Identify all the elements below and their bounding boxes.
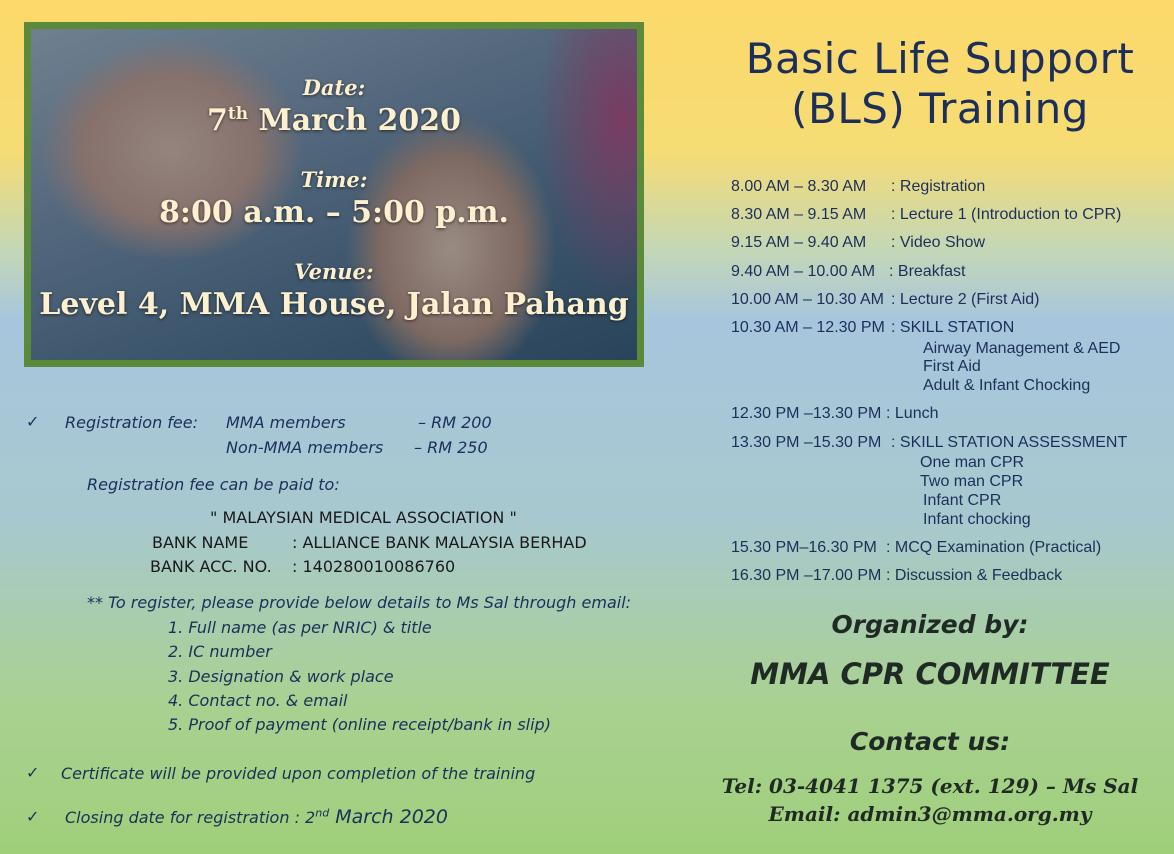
schedule-time: 8.30 AM – 9.15 AM	[731, 206, 867, 223]
schedule-activity: : Lecture 1 (Introduction to CPR)	[891, 206, 1122, 223]
register-item: 4. Contact no. & email	[168, 691, 348, 710]
fee-type: MMA members	[226, 413, 346, 432]
skill-station-item: First Aid	[923, 358, 981, 375]
closing-date-note	[65, 806, 448, 828]
register-item: 2. IC number	[168, 642, 272, 661]
fee-type: Non-MMA members	[226, 438, 384, 457]
time-value: 8:00 a.m. – 5:00 p.m.	[159, 195, 509, 230]
schedule-activity: : Lecture 2 (First Aid)	[891, 291, 1040, 308]
bank-account-value: : 140280010086760	[292, 557, 456, 576]
assessment-item: Infant chocking	[923, 511, 1031, 528]
fee-amount: – RM 250	[414, 438, 488, 457]
title-line-2: (BLS) Training	[791, 84, 1089, 133]
bank-name-value: : ALLIANCE BANK MALAYSIA BERHAD	[292, 533, 587, 552]
register-item: 3. Designation & work place	[168, 667, 394, 686]
schedule-activity: : MCQ Examination (Practical)	[886, 539, 1102, 556]
schedule-time: 10.00 AM – 10.30 AM	[731, 291, 884, 308]
date-value	[31, 103, 637, 138]
contact-label: Contact us:	[849, 727, 1011, 756]
schedule-time: 8.00 AM – 8.30 AM	[731, 178, 867, 195]
bank-payee: " MALAYSIAN MEDICAL ASSOCIATION "	[210, 508, 517, 527]
venue-value: Level 4, MMA House, Jalan Pahang	[39, 287, 629, 322]
date-label: Date:	[302, 75, 366, 100]
skill-station-item: Adult & Infant Chocking	[923, 377, 1091, 394]
payment-instruction: Registration fee can be paid to:	[87, 475, 340, 494]
organizer-name: MMA CPR COMMITTEE	[750, 657, 1110, 691]
schedule-time: 16.30 PM –17.00 PM	[731, 567, 882, 584]
fee-amount: – RM 200	[418, 413, 492, 432]
assessment-item: Two man CPR	[920, 473, 1024, 490]
schedule-time: 13.30 PM –15.30 PM	[731, 434, 882, 451]
check-icon: ✓	[26, 412, 40, 431]
schedule-time: 10.30 AM – 12.30 PM	[731, 319, 885, 336]
register-intro: ** To register, please provide below details to Ms Sal through email:	[87, 593, 632, 612]
time-label: Time:	[300, 167, 368, 192]
certificate-note: Certificate will be provided upon completion of the training	[61, 764, 536, 783]
schedule-time: 15.30 PM–16.30 PM	[731, 539, 877, 556]
schedule-activity: : Video Show	[891, 234, 985, 251]
contact-email: Email: admin3@mma.org.my	[768, 802, 1092, 826]
registration-fee-label: Registration fee:	[65, 413, 198, 432]
closing-date-month: March 2020	[329, 806, 448, 828]
schedule-time: 9.15 AM – 9.40 AM	[731, 234, 867, 251]
hero-photo-panel	[24, 22, 644, 367]
venue-label: Venue:	[294, 259, 374, 284]
skill-station-item: Airway Management & AED	[923, 340, 1121, 357]
schedule-activity: : SKILL STATION	[891, 319, 1015, 336]
assessment-item: One man CPR	[920, 454, 1025, 471]
date-day: 7	[206, 103, 228, 138]
check-icon: ✓	[26, 807, 40, 826]
closing-date-suffix: nd	[315, 806, 330, 820]
page-title	[700, 34, 1174, 134]
register-item: 1. Full name (as per NRIC) & title	[168, 618, 432, 637]
schedule-activity: : Discussion & Feedback	[886, 567, 1063, 584]
contact-tel: Tel: 03-4041 1375 (ext. 129) – Ms Sal	[721, 774, 1139, 798]
schedule-activity: : Breakfast	[889, 263, 966, 280]
title-line-1: Basic Life Support	[745, 34, 1135, 83]
schedule-time: 9.40 AM – 10.00 AM	[731, 263, 876, 280]
bank-account-label: BANK ACC. NO.	[150, 557, 272, 576]
organized-by-label: Organized by:	[831, 610, 1029, 639]
assessment-item: Infant CPR	[923, 492, 1002, 509]
register-item: 5. Proof of payment (online receipt/bank in slip)	[168, 715, 551, 734]
schedule-activity: : Registration	[891, 178, 986, 195]
schedule-activity: : SKILL STATION ASSESSMENT	[891, 434, 1128, 451]
closing-date-prefix: Closing date for registration : 2	[65, 808, 316, 827]
schedule-activity: : Lunch	[886, 405, 939, 422]
date-month-year: March 2020	[248, 103, 461, 138]
bank-name-label: BANK NAME	[152, 533, 249, 552]
check-icon: ✓	[26, 763, 40, 782]
date-suffix: th	[227, 104, 249, 124]
schedule-time: 12.30 PM –13.30 PM	[731, 405, 882, 422]
